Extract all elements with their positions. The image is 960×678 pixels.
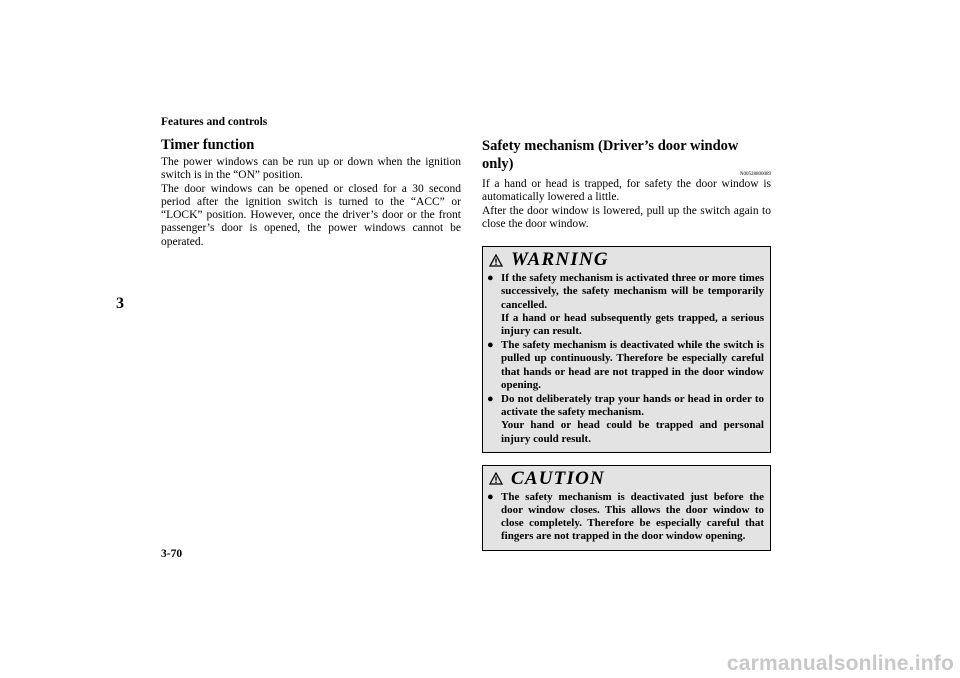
timer-function-heading: Timer function [161, 137, 255, 153]
timer-paragraph-1: The power windows can be run up or down when the ignition switch is in the “ON” position. [161, 156, 461, 182]
caution-title: CAUTION [511, 467, 605, 489]
bullet-dot-icon: ● [487, 339, 494, 352]
warning-item-text: The safety mechanism is deactivated while the switch is pulled up continuously. Therefore be especially careful that hands or head are not trapped in the door window opening. [501, 339, 764, 391]
right-column [482, 136, 771, 551]
safety-paragraph-1: If a hand or head is trapped, for safety the door window is automatically lowered a little. [482, 178, 771, 204]
caution-header [487, 468, 764, 490]
safety-mechanism-heading: Safety mechanism (Driver’s door window only) [482, 138, 739, 172]
warning-item-text: Do not deliberately trap your hands or head in order to activate the safety mechanism. [501, 393, 764, 419]
warning-item [487, 272, 764, 338]
page-number: 3-70 [161, 548, 183, 560]
warning-triangle-icon [489, 254, 503, 267]
reference-code: N00528800089 [739, 172, 771, 177]
section-header: Features and controls [161, 116, 268, 128]
warning-item [487, 339, 764, 392]
timer-paragraph-2: The door windows can be opened or closed for a 30 second period after the ignition switch is turned to the “ACC” or “LOCK” position. However, once the driver’s door or the front passenger’s door is opened, the power windows cannot be operated. [161, 182, 461, 248]
warning-item [487, 393, 764, 446]
warning-item-text: If the safety mechanism is activated three or more times successively, the safety mechanism will be temporarily cancelled. [501, 272, 764, 311]
chapter-tab-number: 3 [116, 295, 124, 312]
warning-item-text: Your hand or head could be trapped and personal injury could result. [501, 419, 764, 445]
warning-header [487, 249, 764, 271]
bullet-dot-icon: ● [487, 272, 494, 285]
warning-box [482, 246, 771, 453]
warning-title: WARNING [511, 249, 609, 271]
caution-item-text: The safety mechanism is deactivated just before the door window closes. This allows the door window to close completely. Therefore be especially careful that fingers are not trapped in the door window opening. [501, 490, 764, 543]
warning-triangle-icon [489, 472, 503, 485]
safety-paragraph-2: After the door window is lowered, pull up the switch again to close the door window. [482, 204, 771, 230]
bullet-dot-icon: ● [487, 393, 494, 406]
caution-item [487, 491, 764, 544]
caution-box [482, 465, 771, 551]
left-column [161, 136, 461, 249]
bullet-dot-icon: ● [487, 490, 494, 503]
watermark: carmanualsonline.info [726, 652, 954, 675]
warning-item-text: If a hand or head subsequently gets trapped, a serious injury can result. [501, 311, 764, 337]
